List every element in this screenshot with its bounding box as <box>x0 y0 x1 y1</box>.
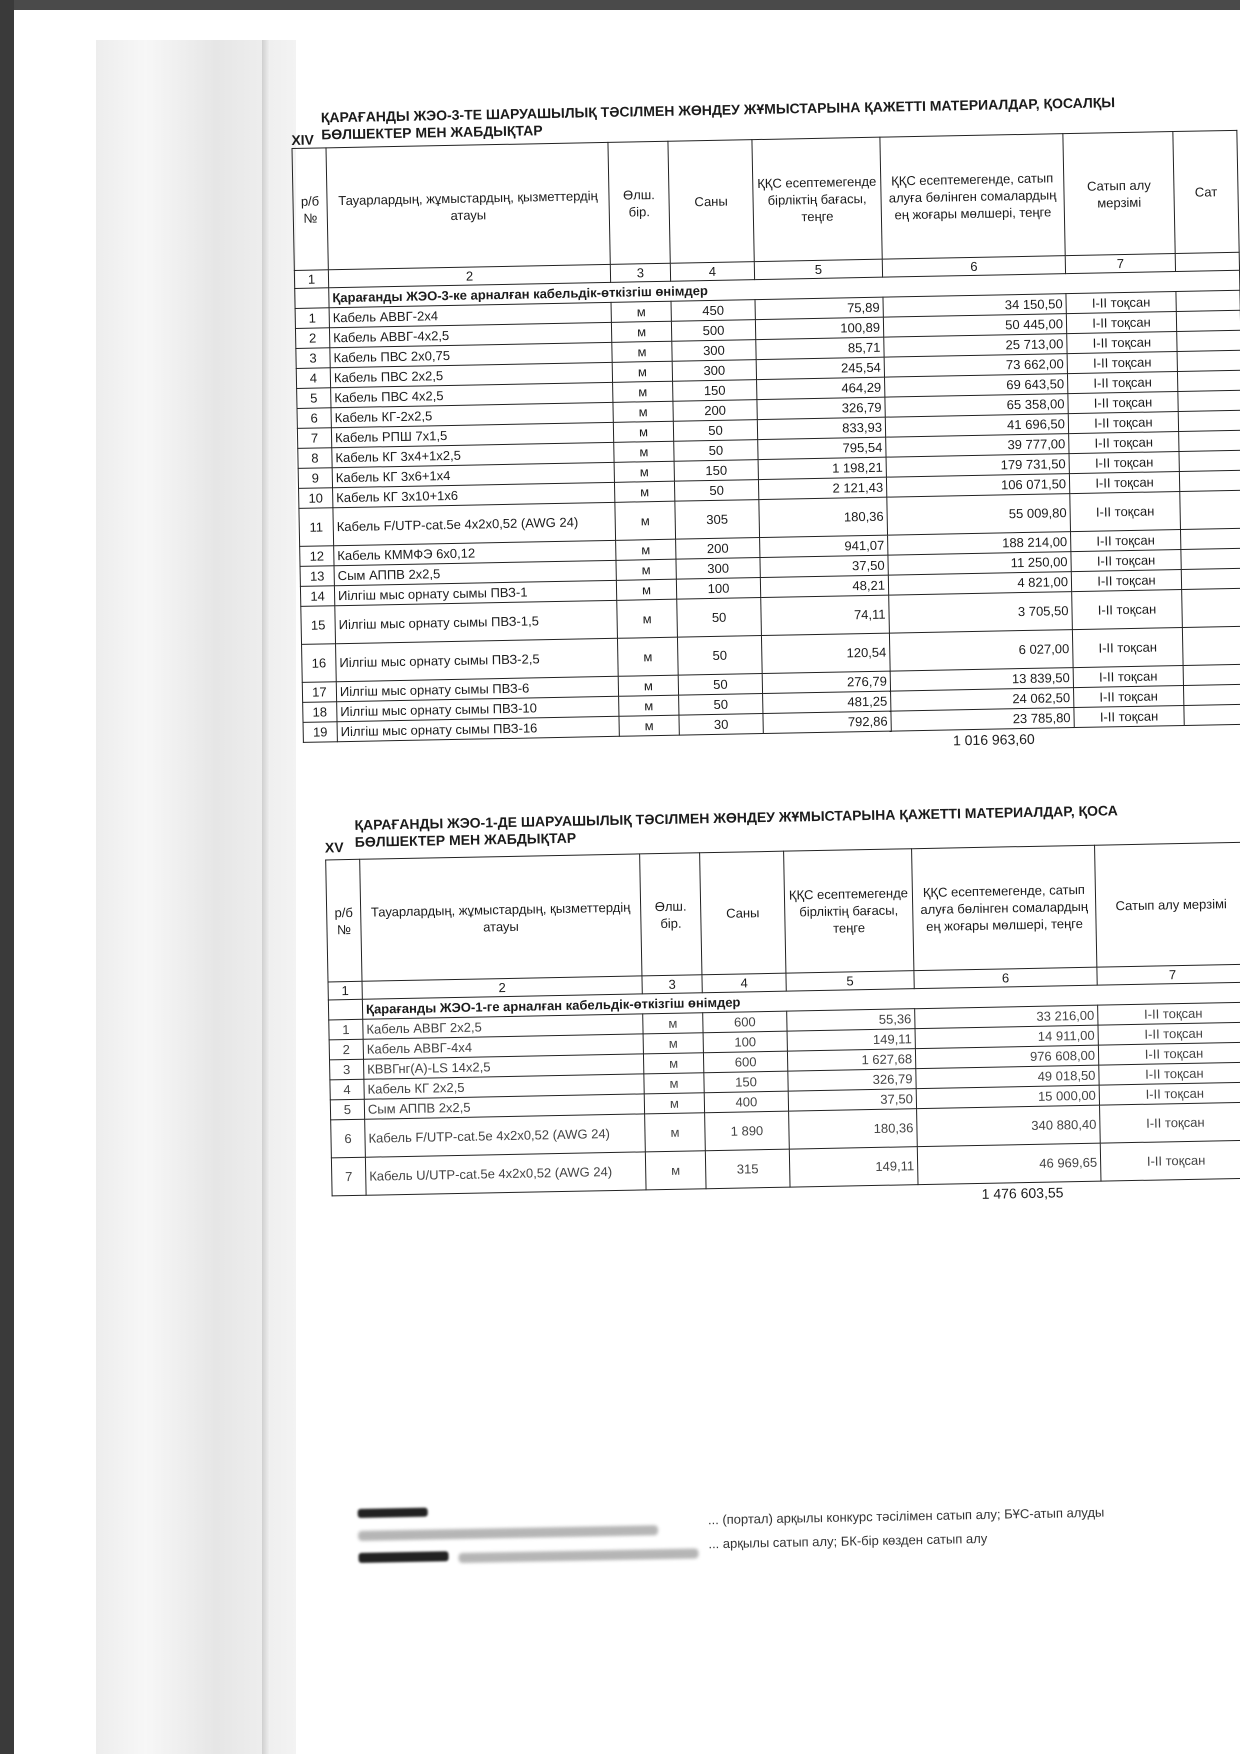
item-name: Кабель U/UTP-cat.5e 4x2x0,52 (AWG 24) <box>365 1152 646 1195</box>
scan-edge-top <box>0 0 1240 10</box>
item-extra <box>1179 450 1240 471</box>
item-unit-price: 149,11 <box>787 1029 915 1051</box>
item-quantity: 50 <box>673 420 757 442</box>
item-unit-price: 100,89 <box>755 317 883 339</box>
item-unit-price: 48,21 <box>760 575 888 597</box>
item-unit-price: 180,36 <box>789 1109 918 1149</box>
item-unit: м <box>614 481 674 502</box>
group-cell-empty <box>328 999 362 1020</box>
item-quantity: 50 <box>678 674 762 696</box>
item-purchase-term: I-II тоқсан <box>1098 1022 1240 1045</box>
footer-line-1: ... (портал) арқылы конкурс тәсілімен сатып алу; БҰС-атып алуды <box>707 1504 1105 1528</box>
column-number: 3 <box>642 975 702 994</box>
item-quantity: 1 890 <box>705 1111 790 1151</box>
item-purchase-term: I-II тоқсан <box>1069 452 1179 474</box>
item-unit: м <box>615 501 676 540</box>
item-extra <box>1178 410 1240 431</box>
item-name: Кабель КГ 3х6+1х4 <box>332 462 614 487</box>
scan-edge-left <box>0 0 14 1754</box>
item-quantity: 50 <box>674 440 758 462</box>
item-sum: 179 731,50 <box>886 454 1069 478</box>
item-unit-price: 55,36 <box>787 1009 915 1031</box>
item-unit-price: 833,93 <box>757 417 885 439</box>
item-name: Кабель АВВГ-4х2,5 <box>329 322 611 347</box>
item-unit-price: 792,86 <box>763 711 891 733</box>
item-name: Кабель АВВГ-4х4 <box>363 1034 643 1059</box>
item-quantity: 315 <box>705 1149 790 1189</box>
header-no: р/б № <box>292 148 328 271</box>
item-quantity: 50 <box>677 598 762 638</box>
item-unit: м <box>614 441 674 462</box>
item-name: Кабель АВВГ-2х4 <box>329 302 611 327</box>
header-unit: Өлш. бір. <box>640 853 702 976</box>
column-number: 7 <box>1065 254 1175 274</box>
item-sum: 73 662,00 <box>884 354 1067 378</box>
section-total: 1 016 963,60 <box>952 730 1035 749</box>
item-unit: м <box>616 579 676 600</box>
item-name: Сым АППВ 2х2,5 <box>334 560 616 585</box>
item-unit-price: 74,11 <box>761 595 890 635</box>
item-unit: м <box>612 341 672 362</box>
item-unit: м <box>611 301 671 322</box>
item-quantity: 600 <box>703 1051 787 1073</box>
item-extra <box>1178 390 1240 411</box>
materials-table-xv <box>325 842 1240 1197</box>
row-number: 3 <box>330 1059 364 1080</box>
item-sum: 340 880,40 <box>917 1105 1101 1147</box>
item-purchase-term: I-II тоқсан <box>1066 292 1176 314</box>
header-extra: Сат <box>1173 130 1239 253</box>
row-number: 17 <box>302 682 336 703</box>
item-purchase-term: I-II тоқсан <box>1100 1102 1240 1143</box>
row-number: 1 <box>295 308 329 329</box>
column-number: 3 <box>610 263 670 282</box>
column-number: 1 <box>294 270 328 289</box>
header-qty: Саны <box>700 851 786 975</box>
item-quantity: 305 <box>675 500 760 540</box>
item-purchase-term: I-II тоқсан <box>1074 685 1184 707</box>
header-qty: Саны <box>668 140 754 264</box>
item-name: Кабель КГ 3х4+1х2,5 <box>332 442 614 467</box>
item-purchase-term: I-II тоқсан <box>1071 569 1181 591</box>
item-name: КВВГнг(А)-LS 14х2,5 <box>364 1054 644 1079</box>
footer-line-2: ... арқылы сатып алу; БК-бір көзден сатып алу <box>708 1530 988 1552</box>
header-name: Тауарлардың, жұмыстардың, қызметтердің атауы <box>360 854 642 981</box>
item-name: Сым АППВ 2х2,5 <box>364 1094 644 1119</box>
column-number: 5 <box>786 971 914 991</box>
item-sum: 11 250,00 <box>888 552 1071 576</box>
section-title-line2: БӨЛШЕКТЕР МЕН ЖАБДЫҚТАР <box>321 122 543 143</box>
item-sum: 23 785,80 <box>891 708 1074 732</box>
row-number: 12 <box>300 546 334 567</box>
row-number: 5 <box>330 1099 364 1120</box>
item-extra <box>1180 528 1240 549</box>
redaction-mark <box>358 1508 428 1518</box>
item-unit-price: 245,54 <box>756 357 884 379</box>
row-number: 4 <box>330 1079 364 1100</box>
page-binding-edge <box>262 40 270 1754</box>
item-name: Кабель КГ 3х10+1х6 <box>333 482 615 507</box>
item-unit-price: 481,25 <box>763 691 891 713</box>
row-number: 6 <box>331 1119 366 1158</box>
item-sum: 65 358,00 <box>885 394 1068 418</box>
item-unit-price: 85,71 <box>756 337 884 359</box>
item-quantity: 150 <box>704 1071 788 1093</box>
item-unit: м <box>617 599 678 638</box>
item-extra <box>1176 310 1240 331</box>
item-purchase-term: I-II тоқсан <box>1071 529 1181 551</box>
header-unit: Өлш. бір. <box>608 141 670 264</box>
item-purchase-term: I-II тоқсан <box>1100 1140 1240 1181</box>
item-quantity: 400 <box>704 1091 788 1113</box>
item-quantity: 500 <box>671 320 755 342</box>
section-number: XIV <box>291 131 315 148</box>
item-purchase-term: I-II тоқсан <box>1068 392 1178 414</box>
item-purchase-term: I-II тоқсан <box>1069 432 1179 454</box>
item-unit-price: 941,07 <box>760 535 888 557</box>
group-title: Қарағанды ЖЭО-1-ге арналған кабельдік-өткізгіш өнімдер <box>362 982 1240 1019</box>
item-unit-price: 120,54 <box>761 633 890 673</box>
item-unit-price: 1 198,21 <box>758 457 886 479</box>
column-number: 6 <box>882 256 1065 278</box>
header-no: р/б № <box>326 859 362 982</box>
item-unit-price: 1 627,68 <box>787 1049 915 1071</box>
item-sum: 55 009,80 <box>887 494 1071 536</box>
row-number: 14 <box>300 586 334 607</box>
item-sum: 24 062,50 <box>891 688 1074 712</box>
item-unit: м <box>618 675 678 696</box>
column-number: 5 <box>754 259 882 279</box>
item-extra <box>1177 350 1240 371</box>
item-sum: 34 150,50 <box>883 294 1066 318</box>
item-purchase-term: I-II тоқсан <box>1068 412 1178 434</box>
section-title-line2: БӨЛШЕКТЕР МЕН ЖАБДЫҚТАР <box>354 829 577 850</box>
item-unit-price: 180,36 <box>759 497 888 537</box>
item-unit: м <box>613 421 673 442</box>
item-name: Кабель F/UTP-cat.5e 4x2x0,52 (AWG 24) <box>333 502 616 545</box>
redaction-mark <box>358 1551 448 1563</box>
item-name: Кабель ПВС 4х2,5 <box>331 382 613 407</box>
section-title-line1: ҚАРАҒАНДЫ ЖЭО-3-ТЕ ШАРУАШЫЛЫҚ ТӘСІЛМЕН ЖӨНДЕУ ЖҰМЫСТАРЫНА ҚАЖЕТТІ МАТЕРИАЛДАР, ҚОСАЛҚЫ <box>320 94 1116 126</box>
item-purchase-term: I-II тоқсан <box>1067 332 1177 354</box>
item-sum: 3 705,50 <box>889 592 1073 634</box>
row-number: 11 <box>299 508 334 547</box>
header-price: ҚҚС есептемегенде бірліктің бағасы, теңге <box>784 849 914 973</box>
item-unit: м <box>643 1033 703 1054</box>
item-name: Иілгіш мыс орнату сымы ПВЗ-2,5 <box>336 638 619 681</box>
item-unit: м <box>611 321 671 342</box>
blurred-footer-text <box>358 1525 658 1541</box>
item-quantity: 50 <box>674 480 758 502</box>
item-extra <box>1182 626 1240 665</box>
item-unit: м <box>643 1013 703 1034</box>
item-purchase-term: I-II тоқсан <box>1074 705 1184 727</box>
item-unit-price: 2 121,43 <box>758 477 886 499</box>
item-name: Кабель КММФЭ 6х0,12 <box>334 540 616 565</box>
item-sum: 4 821,00 <box>888 572 1071 596</box>
item-purchase-term: I-II тоқсан <box>1098 1002 1240 1025</box>
item-purchase-term: I-II тоқсан <box>1067 352 1177 374</box>
item-unit-price: 795,54 <box>758 437 886 459</box>
item-unit: м <box>644 1073 704 1094</box>
item-extra <box>1181 548 1240 569</box>
item-purchase-term: I-II тоқсан <box>1070 491 1181 531</box>
group-title: Қарағанды ЖЭО-3-ке арналған кабельдік-өткізгіш өнімдер <box>329 270 1240 307</box>
row-number: 4 <box>296 368 330 389</box>
item-sum: 33 216,00 <box>915 1005 1098 1029</box>
item-unit-price: 75,89 <box>755 297 883 319</box>
item-unit-price: 276,79 <box>762 671 890 693</box>
item-extra <box>1177 370 1240 391</box>
item-sum: 41 696,50 <box>885 414 1068 438</box>
item-purchase-term: I-II тоқсан <box>1072 589 1183 629</box>
item-sum: 69 643,50 <box>885 374 1068 398</box>
item-quantity: 200 <box>676 538 760 560</box>
item-extra <box>1181 568 1240 589</box>
row-number: 13 <box>300 566 334 587</box>
item-unit-price: 149,11 <box>789 1147 918 1187</box>
column-number: 7 <box>1097 964 1240 985</box>
row-number: 16 <box>302 644 337 683</box>
row-number: 19 <box>303 722 337 743</box>
item-quantity: 600 <box>703 1011 787 1033</box>
item-unit-price: 37,50 <box>788 1089 916 1111</box>
item-sum: 14 911,00 <box>915 1025 1098 1049</box>
item-unit: м <box>619 715 679 736</box>
item-quantity: 100 <box>676 578 760 600</box>
item-unit-price: 464,29 <box>757 377 885 399</box>
item-name: Кабель КГ 2х2,5 <box>364 1074 644 1099</box>
item-extra <box>1177 330 1240 351</box>
header-term: Сатып алу мерзімі <box>1063 132 1175 256</box>
item-unit: м <box>617 637 678 676</box>
item-name: Кабель F/UTP-cat.5e 4x2x0,52 (AWG 24) <box>365 1114 646 1157</box>
item-purchase-term: I-II тоқсан <box>1066 312 1176 334</box>
document-page <box>290 51 1240 1750</box>
item-purchase-term: I-II тоқсан <box>1071 549 1181 571</box>
item-sum: 46 969,65 <box>917 1143 1101 1185</box>
item-extra <box>1184 704 1240 725</box>
materials-table-xiv <box>291 130 1240 743</box>
item-quantity: 50 <box>677 636 762 676</box>
item-quantity: 200 <box>673 400 757 422</box>
row-number: 2 <box>329 1039 363 1060</box>
item-unit: м <box>645 1151 706 1190</box>
item-unit: м <box>644 1093 704 1114</box>
item-unit-price: 37,50 <box>760 555 888 577</box>
item-unit: м <box>643 1053 703 1074</box>
item-sum: 976 608,00 <box>915 1045 1098 1069</box>
item-purchase-term: I-II тоқсан <box>1099 1082 1240 1105</box>
item-purchase-term: I-II тоқсан <box>1069 472 1179 494</box>
row-number: 6 <box>297 408 331 429</box>
item-purchase-term: I-II тоқсан <box>1072 627 1183 667</box>
item-extra <box>1180 490 1240 529</box>
section-title-line1: ҚАРАҒАНДЫ ЖЭО-1-ДЕ ШАРУАШЫЛЫҚ ТӘСІЛМЕН ЖӨНДЕУ ЖҰМЫСТАРЫНА ҚАЖЕТТІ МАТЕРИАЛДАР, ҚОСА <box>354 802 1118 833</box>
item-quantity: 50 <box>679 694 763 716</box>
item-unit: м <box>613 401 673 422</box>
header-name: Тауарлардың, жұмыстардың, қызметтердің атауы <box>326 142 610 269</box>
item-purchase-term: I-II тоқсан <box>1098 1042 1240 1065</box>
item-sum: 49 018,50 <box>916 1065 1099 1089</box>
column-number: 4 <box>702 973 786 993</box>
item-quantity: 150 <box>673 380 757 402</box>
item-quantity: 300 <box>676 558 760 580</box>
column-number: 1 <box>328 981 362 1000</box>
item-extra <box>1182 588 1240 627</box>
row-number: 2 <box>295 328 329 349</box>
item-purchase-term: I-II тоқсан <box>1073 665 1183 687</box>
section-total: 1 476 603,55 <box>981 1184 1064 1202</box>
item-unit: м <box>616 559 676 580</box>
item-name: Кабель АВВГ 2х2,5 <box>363 1014 643 1039</box>
item-unit-price: 326,79 <box>788 1069 916 1091</box>
blurred-footer-text <box>459 1548 699 1563</box>
item-quantity: 100 <box>703 1031 787 1053</box>
item-extra <box>1183 684 1240 705</box>
item-unit: м <box>645 1113 706 1152</box>
item-extra <box>1179 430 1240 451</box>
header-term: Сатып алу мерзімі <box>1095 842 1240 967</box>
item-sum: 188 214,00 <box>888 532 1071 556</box>
item-name: Кабель КГ-2х2,5 <box>331 402 613 427</box>
item-name: Иілгіш мыс орнату сымы ПВЗ-16 <box>337 716 619 741</box>
item-sum: 50 445,00 <box>883 314 1066 338</box>
item-unit: м <box>616 539 676 560</box>
item-name: Иілгіш мыс орнату сымы ПВЗ-10 <box>337 696 619 721</box>
item-sum: 6 027,00 <box>889 630 1073 672</box>
item-extra <box>1176 290 1240 311</box>
row-number: 10 <box>299 488 333 509</box>
item-purchase-term: I-II тоқсан <box>1099 1062 1240 1085</box>
item-unit: м <box>612 361 672 382</box>
item-unit: м <box>613 381 673 402</box>
header-price: ҚҚС есептемегенде бірліктің бағасы, теңге <box>752 137 882 261</box>
item-quantity: 300 <box>672 340 756 362</box>
item-sum: 39 777,00 <box>886 434 1069 458</box>
item-quantity: 150 <box>674 460 758 482</box>
column-number: 4 <box>670 262 754 282</box>
item-name: Кабель РПШ 7х1,5 <box>331 422 613 447</box>
item-unit: м <box>614 461 674 482</box>
item-sum: 15 000,00 <box>916 1085 1099 1109</box>
item-quantity: 450 <box>671 300 755 322</box>
item-extra <box>1179 470 1240 491</box>
item-quantity: 30 <box>679 714 763 736</box>
section-number: XV <box>324 839 344 856</box>
row-number: 5 <box>297 388 331 409</box>
item-sum: 25 713,00 <box>884 334 1067 358</box>
row-number: 3 <box>296 348 330 369</box>
item-unit-price: 326,79 <box>757 397 885 419</box>
column-number: 6 <box>914 967 1097 989</box>
column-number <box>1175 252 1239 271</box>
column-number: 2 <box>328 264 610 287</box>
item-name: Иілгіш мыс орнату сымы ПВЗ-1 <box>334 580 616 605</box>
header-sum: ҚҚС есептемегенде, сатып алуға бөлінген сомалардың ең жоғары мөлшері, теңге <box>880 134 1065 259</box>
row-number: 1 <box>329 1019 363 1040</box>
row-number: 15 <box>301 606 336 645</box>
item-unit: м <box>619 695 679 716</box>
item-name: Иілгіш мыс орнату сымы ПВЗ-1,5 <box>335 600 618 643</box>
row-number: 18 <box>303 702 337 723</box>
item-sum: 106 071,50 <box>886 474 1069 498</box>
item-name: Кабель ПВС 2х0,75 <box>330 342 612 367</box>
item-name: Кабель ПВС 2х2,5 <box>330 362 612 387</box>
item-extra <box>1183 664 1240 685</box>
group-cell-empty <box>295 288 329 309</box>
row-number: 8 <box>298 448 332 469</box>
row-number: 7 <box>331 1157 366 1196</box>
item-name: Иілгіш мыс орнату сымы ПВЗ-6 <box>336 676 618 701</box>
item-sum: 13 839,50 <box>890 668 1073 692</box>
row-number: 9 <box>298 468 332 489</box>
header-sum: ҚҚС есептемегенде, сатып алуға бөлінген сомалардың ең жоғары мөлшері, теңге <box>912 845 1097 970</box>
row-number: 7 <box>297 428 331 449</box>
item-purchase-term: I-II тоқсан <box>1067 372 1177 394</box>
item-quantity: 300 <box>672 360 756 382</box>
column-number: 2 <box>362 976 642 999</box>
